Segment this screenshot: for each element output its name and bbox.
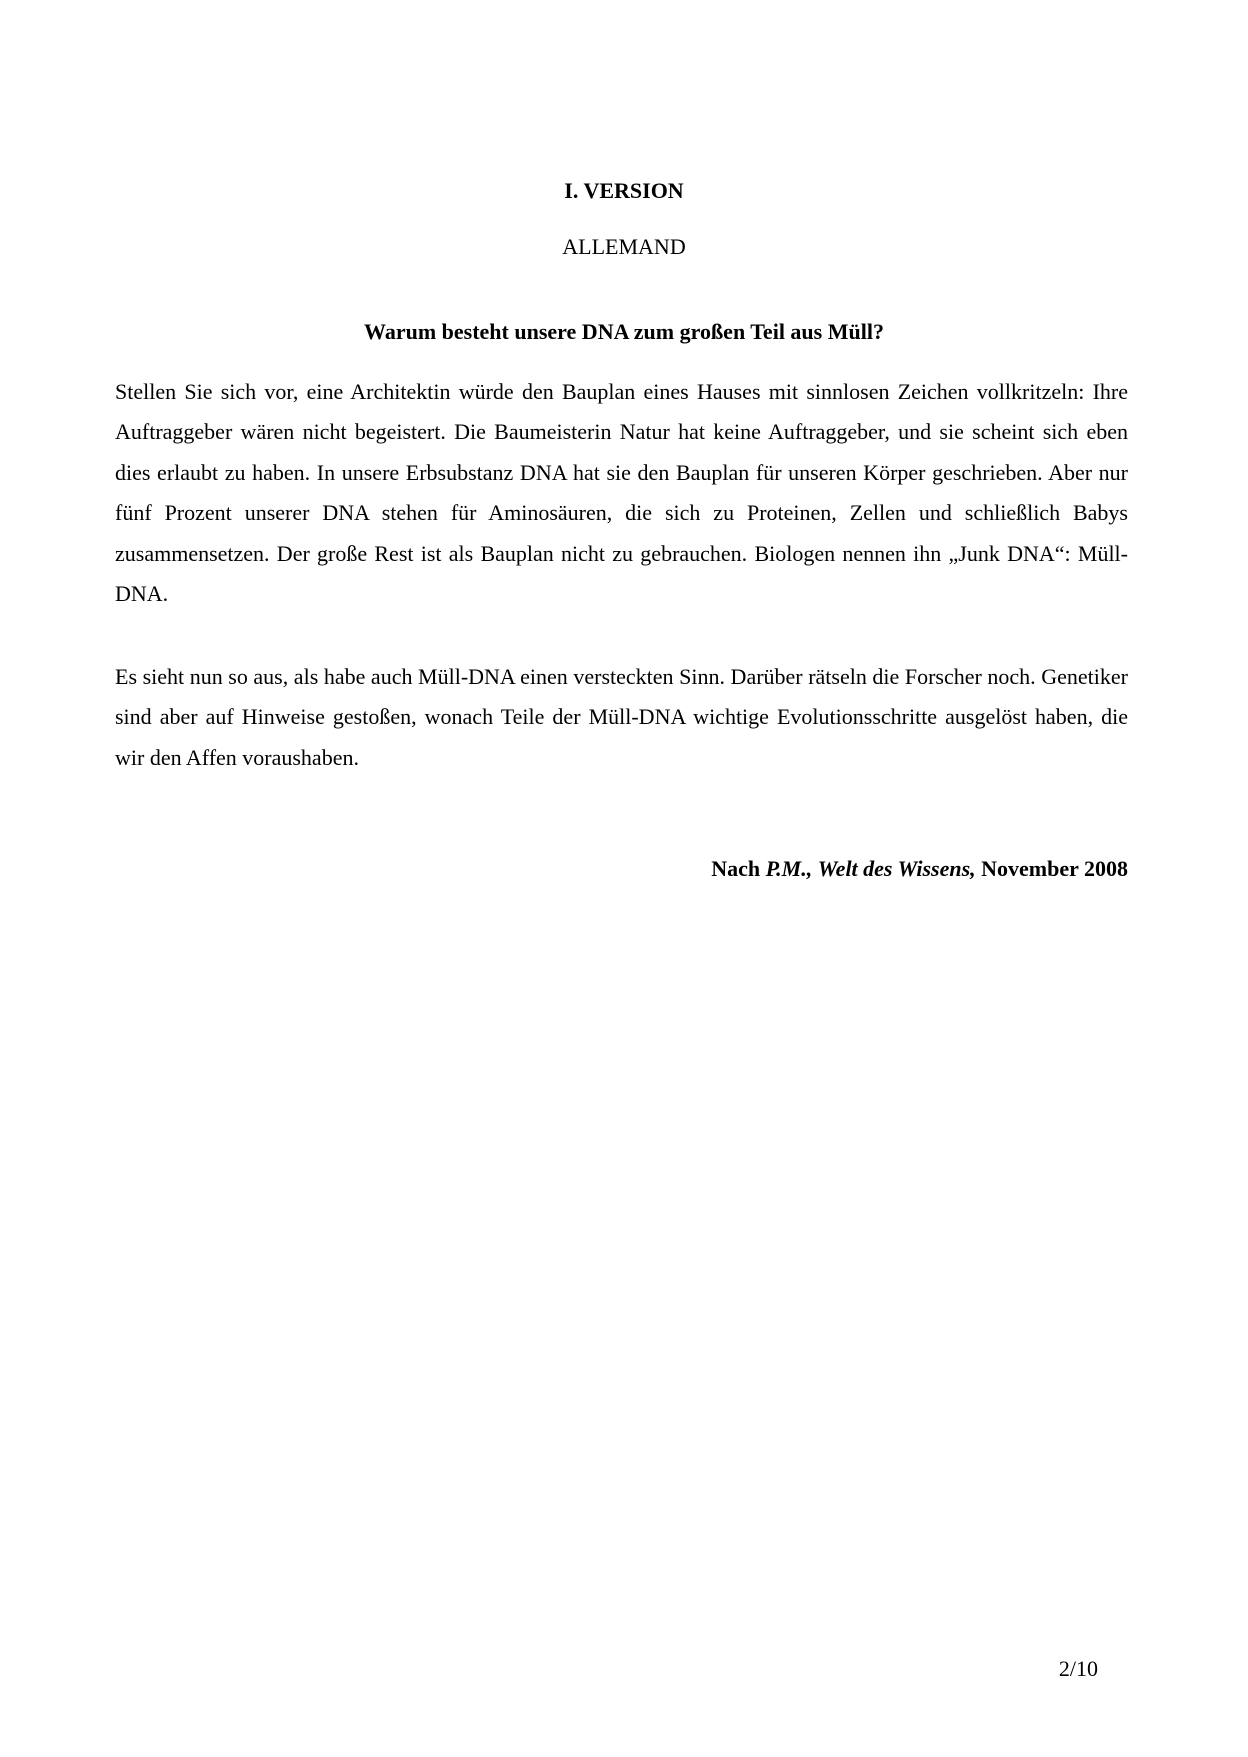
- source-magazine: P.M.,: [765, 856, 813, 881]
- article-headline: Warum besteht unsere DNA zum großen Teil aus Müll?: [364, 319, 884, 344]
- subject-label: ALLEMAND: [562, 234, 686, 259]
- page-number: 2/10: [1058, 1656, 1098, 1681]
- source-citation: [711, 855, 1128, 883]
- article-paragraph-1: Stellen Sie sich vor, eine Architektin würde den Bauplan eines Hauses mit sinnlosen Zeichen vollkritzeln: Ihre Auftraggeber wären nicht begeistert. Die Baumeisterin Natur hat keine Auftraggeber, und sie scheint sich eben dies erlaubt zu haben. In unsere Erbsubstanz DNA hat sie den Bauplan für unseren Körper geschrieben. Aber nur fünf Prozent unserer DNA stehen für Aminosäuren, die sich zu Proteinen, Zellen und schließlich Babys zusammensetzen. Der große Rest ist als Bauplan nicht zu gebrauchen. Biologen nennen ihn „Junk DNA“: Müll-DNA.: [115, 379, 1128, 607]
- source-date: November 2008: [981, 856, 1128, 881]
- source-issue-title: Welt des Wissens,: [817, 856, 976, 881]
- source-prefix: Nach: [711, 856, 761, 881]
- section-title: I. VERSION: [564, 178, 684, 203]
- article-paragraph-2: Es sieht nun so aus, als habe auch Müll-DNA einen versteckten Sinn. Darüber rätseln die Forscher noch. Genetiker sind aber auf Hinweise gestoßen, wonach Teile der Müll-DNA wichtige Evolutionsschritte ausgelöst haben, die wir den Affen voraushaben.: [115, 664, 1128, 770]
